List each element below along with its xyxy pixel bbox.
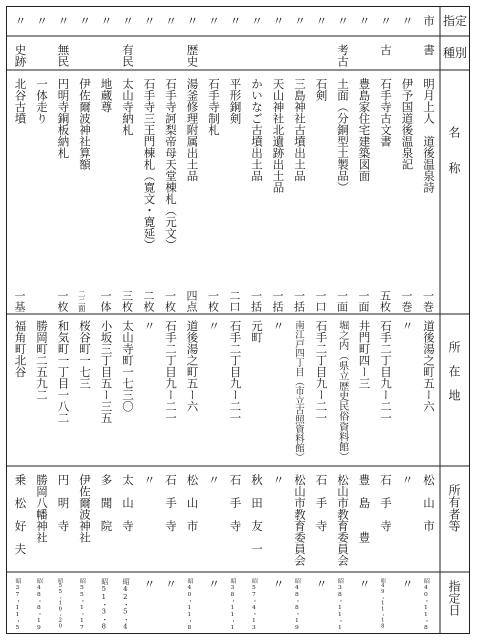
entry-owner: 円 明 寺	[56, 474, 71, 532]
entry-name: 太山寺納札	[121, 78, 135, 136]
entry-date: 昭40・11・8	[185, 578, 193, 631]
entry-category: 有民	[121, 44, 135, 67]
entry-location: 和気町一丁目一八二	[56, 320, 71, 424]
entry-owner: 〃	[271, 474, 286, 486]
entry-designation: 〃	[400, 15, 415, 27]
entry-category: 書	[422, 44, 436, 56]
entry-name: かいなご古墳出土品	[250, 78, 264, 182]
entry-designation: 〃	[13, 15, 28, 27]
entry-date: 〃	[314, 578, 329, 590]
entry-date: 昭51・3・8	[99, 578, 108, 631]
entry-designation: 〃	[185, 15, 200, 27]
entry-count: 一枚	[163, 290, 177, 312]
entry-name: 石剣	[314, 78, 329, 101]
entry-count: 四点	[185, 290, 198, 312]
entry-designation: 市	[422, 15, 436, 27]
entry-date: 〃	[164, 578, 178, 590]
entry-location: 堀之内（県立歴史民俗資料館）	[336, 320, 348, 462]
entry-count: 一括	[271, 290, 284, 312]
entry-owner: 松 山 市	[422, 474, 436, 532]
entry-date: 昭49・11・18	[379, 578, 386, 630]
entry-designation: 〃	[250, 15, 264, 27]
entry-name: 平形銅剣	[228, 78, 243, 124]
entry-designation: 〃	[314, 15, 329, 27]
entry-name: 三島神社古墳出土品	[293, 78, 307, 182]
entry-owner: 多 聞 院	[99, 474, 114, 532]
entry-count: 一体	[99, 290, 112, 312]
entry-count: 二枚	[142, 290, 155, 312]
entry-designation: 〃	[142, 15, 157, 27]
entry-designation: 〃	[336, 15, 350, 27]
entry-name: 円明寺銅板納札	[56, 78, 71, 159]
entry-location: 道後湯之町五ー六	[185, 320, 200, 412]
entry-count: 一括	[249, 290, 263, 312]
entry-owner: 石 手 寺	[164, 474, 178, 532]
entry-location: 小坂三丁目五ー三五	[99, 320, 114, 424]
entry-owner: 松 山 市	[185, 474, 200, 532]
entry-location: 石手二丁目九ー二一	[164, 320, 178, 424]
entry-name: 明月上人 道後温泉詩	[422, 78, 436, 193]
entry-location: 井門町四ー三	[357, 320, 372, 389]
entry-count: 一括	[292, 290, 306, 312]
entry-category: 歴史	[185, 44, 200, 67]
entry-owner: 石 手 寺	[228, 474, 243, 532]
entry-location: 太山寺町一七三〇	[121, 320, 135, 412]
entry-location: 石手二丁目九ー二一	[228, 320, 243, 424]
entry-count: 二口	[228, 290, 241, 312]
entry-designation: 〃	[164, 15, 178, 27]
entry-date: 昭48・8・19	[293, 578, 301, 631]
entry-date: 昭40・11・8	[422, 578, 430, 631]
entry-owner: 豊 島 豊	[357, 474, 372, 543]
entry-category: 史跡	[13, 44, 28, 67]
entry-owner: 松山市教育委員会	[336, 474, 350, 566]
entry-count: 一口	[314, 290, 327, 312]
document-page	[6, 6, 470, 634]
entry-designation: 〃	[357, 15, 372, 27]
entry-count: 一面	[335, 290, 349, 312]
entry-owner: 〃	[142, 474, 157, 486]
entry-count: 一枚	[206, 290, 220, 312]
entry-owner: 松山市教育委員会	[293, 474, 307, 566]
entry-location: 勝岡町二五九二	[35, 320, 49, 401]
entry-owner: 石 手 寺	[314, 474, 329, 532]
entry-name: 豊島家住宅建築図面	[357, 78, 372, 182]
entry-name: 石手寺制札	[207, 78, 221, 136]
entry-category: 考古	[336, 44, 350, 67]
entry-designation: 〃	[293, 15, 307, 27]
entry-designation: 〃	[121, 15, 135, 27]
entry-designation: 〃	[207, 15, 221, 27]
entry-date: 〃	[207, 578, 221, 590]
entry-count: 一基	[13, 290, 26, 312]
entry-designation: 〃	[35, 15, 49, 27]
entry-date: 昭57・4・13	[250, 578, 258, 631]
entry-date: 〃	[357, 578, 372, 590]
header-date: 指定日	[447, 580, 461, 616]
entry-name: 湯釜修理附属出土品	[185, 78, 200, 182]
entry-designation: 〃	[228, 15, 243, 27]
entry-owner: 伊佐爾波神社	[78, 474, 92, 543]
entry-location: 道後湯之町五ー六	[422, 320, 436, 412]
entry-count: 三枚	[120, 290, 134, 312]
header-name: 名 称	[447, 126, 461, 174]
entry-count: 一枚	[56, 290, 69, 312]
entry-name: 地蔵尊	[99, 78, 114, 113]
entry-date: 〃	[142, 578, 157, 590]
entry-owner: 乗 松 好 夫	[13, 474, 28, 555]
entry-date: 昭48・8・19	[35, 578, 43, 631]
entry-date: 昭55・1・17	[78, 578, 86, 631]
entry-location: 福角町北谷	[13, 320, 28, 378]
entry-name: 北谷古墳	[13, 78, 28, 124]
entry-category: 無民	[56, 44, 71, 67]
entry-date: 昭38・11・1	[228, 578, 236, 631]
entry-name: 伊予国道後温泉記	[400, 78, 415, 170]
entry-location: 石手二丁目九ー二一	[379, 320, 393, 424]
entry-owner: 太 山 寺	[121, 474, 135, 532]
entry-owner: 石 手 寺	[379, 474, 393, 532]
entry-location: 〃	[271, 320, 286, 332]
entry-count: 一面	[357, 290, 370, 312]
entry-date: 昭38・11・1	[336, 578, 344, 631]
entry-name: 石手寺古文書	[379, 78, 393, 147]
entry-location: 桜谷町一七三	[78, 320, 92, 389]
entry-count: 五枚	[378, 290, 392, 312]
entry-date: 〃	[271, 578, 286, 590]
entry-date: 昭55・10・20	[57, 578, 64, 630]
entry-designation: 〃	[99, 15, 114, 27]
entry-count: 一巻	[421, 290, 435, 312]
header-owner: 所有者等	[447, 484, 461, 532]
entry-category: 古	[379, 44, 393, 56]
entry-location: 〃	[142, 320, 157, 332]
entry-name: 天山神社北遺跡出土品	[271, 78, 286, 193]
entry-location: 〃	[207, 320, 221, 332]
entry-date: 〃	[400, 578, 415, 590]
entry-owner: 〃	[207, 474, 221, 486]
header-designation: 指定	[443, 14, 468, 28]
entry-date: 昭37・11・5	[13, 578, 21, 631]
header-category: 種別	[443, 46, 468, 60]
entry-designation: 〃	[271, 15, 286, 27]
entry-date: 昭42・5・4	[121, 578, 130, 631]
entry-count: 一巻	[400, 290, 413, 312]
entry-owner: 勝岡八幡神社	[35, 474, 49, 543]
entry-name: 土面（分銅型土製品）	[336, 78, 350, 193]
entry-designation: 〃	[379, 15, 393, 27]
entry-location: 〃	[400, 320, 415, 332]
entry-name: 石手寺三王門棟札（寛文・寛延）	[142, 78, 157, 251]
entry-location: 元町	[250, 320, 264, 343]
header-location: 所 在 地	[447, 341, 461, 401]
entry-designation: 〃	[56, 15, 71, 27]
entry-location: 石手二丁目九ー二一	[314, 320, 329, 424]
entry-location: 南江戸四丁目（市立古照資料館）	[292, 320, 304, 463]
entry-count: 二二面	[77, 290, 87, 312]
entry-owner: 秋 田 友 一	[250, 474, 264, 555]
entry-name: 一体走り	[35, 78, 49, 124]
entry-name: 伊佐爾波神社算額	[78, 78, 92, 170]
entry-owner: 〃	[400, 474, 415, 486]
entry-designation: 〃	[78, 15, 92, 27]
entry-name: 石手寺訶梨帝母天堂棟札（元文）	[164, 78, 178, 251]
